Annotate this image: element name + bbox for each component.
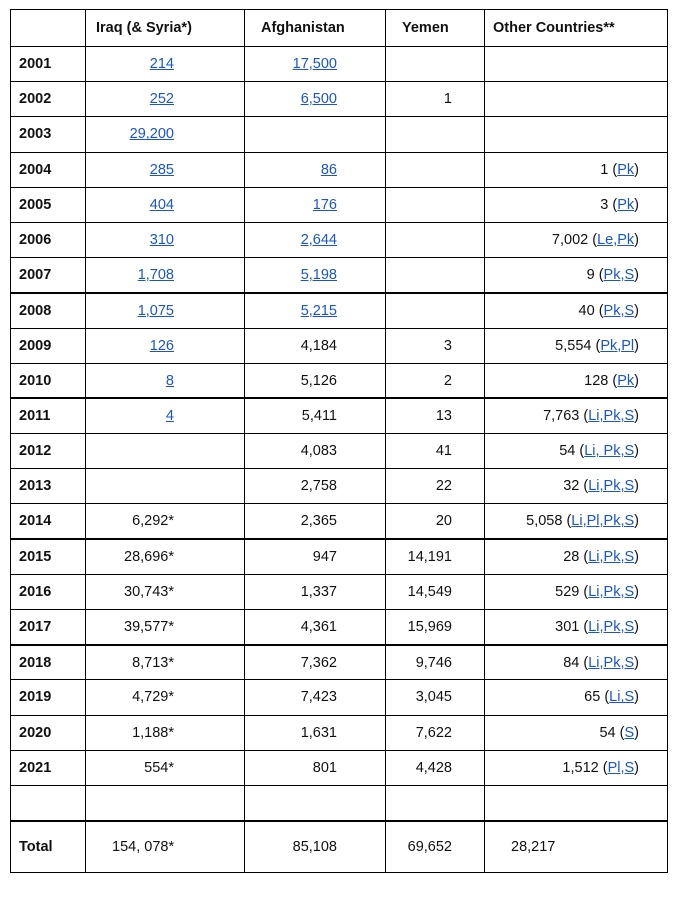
table-row	[11, 539, 668, 574]
other-count: 3	[600, 196, 609, 213]
afghanistan-cell	[245, 152, 386, 187]
iraq-cell	[86, 82, 245, 117]
iraq-cell	[86, 152, 245, 187]
other-count: 1	[600, 161, 609, 178]
yemen-cell: 3	[386, 328, 485, 363]
afghanistan-value: 801	[312, 759, 337, 776]
data-table	[10, 9, 668, 873]
year-cell: 2004	[11, 152, 86, 187]
country-code-link[interactable]: Le,Pk	[597, 232, 635, 249]
afghanistan-cell	[245, 434, 386, 469]
afghanistan-cell	[245, 539, 386, 574]
table-row	[11, 328, 668, 363]
afghanistan-link[interactable]: 176	[312, 196, 337, 213]
year-cell: 2006	[11, 222, 86, 257]
year-cell: 2001	[11, 47, 86, 82]
other-countries-cell: 1 (Pk)	[485, 152, 668, 187]
yemen-cell: 14,549	[386, 574, 485, 609]
iraq-cell	[86, 47, 245, 82]
afghanistan-link[interactable]: 5,198	[300, 266, 337, 283]
afghanistan-value: 1,337	[300, 583, 337, 600]
country-code-link[interactable]: S	[624, 724, 635, 741]
other-count: 7,763	[543, 408, 580, 425]
afghanistan-cell	[245, 117, 386, 152]
yemen-cell: 15,969	[386, 610, 485, 645]
iraq-link[interactable]: 214	[149, 56, 174, 73]
yemen-cell: 3,045	[386, 680, 485, 715]
year-cell: 2017	[11, 610, 86, 645]
afghanistan-cell	[245, 222, 386, 257]
iraq-link[interactable]: 4	[165, 408, 174, 425]
header-cell-iraq: Iraq (& Syria*)	[86, 10, 245, 47]
yemen-cell: 2	[386, 363, 485, 398]
yemen-cell	[386, 785, 485, 820]
iraq-value: 4,729*	[132, 689, 174, 706]
table-row	[11, 645, 668, 680]
year-cell	[11, 785, 86, 820]
year-cell: 2007	[11, 258, 86, 293]
other-countries-cell: 9 (Pk,S)	[485, 258, 668, 293]
other-count: 54	[599, 724, 616, 741]
yemen-cell: 9,746	[386, 645, 485, 680]
yemen-cell: 7,622	[386, 715, 485, 750]
afghanistan-value: 947	[312, 548, 337, 565]
other-count: 301	[555, 618, 580, 635]
yemen-cell: 14,191	[386, 539, 485, 574]
afghanistan-cell	[245, 680, 386, 715]
afghanistan-value: 5,126	[300, 372, 337, 389]
yemen-cell	[386, 222, 485, 257]
country-code-link[interactable]: Pk	[617, 196, 635, 213]
country-code-link[interactable]: Pk	[617, 161, 635, 178]
header-cell-yemen: Yemen	[386, 10, 485, 47]
iraq-cell	[86, 293, 245, 328]
yemen-cell	[386, 47, 485, 82]
afghanistan-value: 4,184	[300, 337, 337, 354]
other-countries-cell: 65 (Li,S)	[485, 680, 668, 715]
country-code-link[interactable]: Li,Pk,S	[588, 408, 635, 425]
iraq-cell	[86, 610, 245, 645]
afghanistan-cell	[245, 328, 386, 363]
iraq-cell	[86, 363, 245, 398]
afghanistan-cell	[245, 258, 386, 293]
yemen-cell: 13	[386, 398, 485, 433]
afghanistan-cell	[245, 610, 386, 645]
year-cell: 2008	[11, 293, 86, 328]
afghanistan-link[interactable]: 86	[320, 161, 337, 178]
yemen-cell	[386, 152, 485, 187]
afghanistan-value: 2,365	[300, 513, 337, 530]
afghanistan-cell	[245, 293, 386, 328]
iraq-value: 30,743*	[124, 583, 174, 600]
other-count: 28	[563, 548, 580, 565]
other-countries-cell: 5,554 (Pk,Pl)	[485, 328, 668, 363]
header-row	[11, 10, 668, 47]
country-code-link[interactable]: Li, Pk,S	[584, 443, 635, 460]
iraq-value: 8,713*	[132, 654, 174, 671]
afghanistan-value: 5,411	[301, 408, 337, 425]
year-cell: 2015	[11, 539, 86, 574]
table-row	[11, 469, 668, 504]
iraq-cell	[86, 222, 245, 257]
yemen-cell: 20	[386, 504, 485, 539]
iraq-cell	[86, 750, 245, 785]
total-label: Total	[11, 821, 86, 873]
table-row	[11, 258, 668, 293]
other-count: 40	[578, 302, 595, 319]
country-code-link[interactable]: Li,S	[609, 689, 635, 706]
country-code-link[interactable]: Pk,S	[603, 302, 635, 319]
afghanistan-cell	[245, 715, 386, 750]
other-count: 5,058	[526, 513, 563, 530]
afghanistan-link[interactable]: 6,500	[300, 91, 337, 108]
iraq-cell	[86, 258, 245, 293]
table-row	[11, 363, 668, 398]
table-row	[11, 117, 668, 152]
iraq-value: 1,188*	[132, 724, 174, 741]
iraq-cell	[86, 680, 245, 715]
country-code-link[interactable]: Li,Pk,S	[588, 618, 635, 635]
iraq-cell	[86, 574, 245, 609]
table-row	[11, 398, 668, 433]
year-cell: 2002	[11, 82, 86, 117]
header-cell-afghanistan: Afghanistan	[245, 10, 386, 47]
table-row	[11, 504, 668, 539]
afghanistan-cell	[245, 363, 386, 398]
other-count: 128	[584, 372, 609, 389]
afghanistan-cell	[245, 504, 386, 539]
country-code-link[interactable]: Pk	[617, 372, 635, 389]
iraq-cell	[86, 398, 245, 433]
iraq-link[interactable]: 8	[165, 372, 174, 389]
iraq-link[interactable]: 1,708	[137, 266, 174, 283]
iraq-cell	[86, 469, 245, 504]
iraq-value: 6,292*	[132, 513, 174, 530]
yemen-cell: 22	[386, 469, 485, 504]
year-cell: 2019	[11, 680, 86, 715]
country-code-link[interactable]: Li,Pl,Pk,S	[571, 513, 635, 530]
year-cell: 2018	[11, 645, 86, 680]
total-row	[11, 821, 668, 873]
year-cell: 2012	[11, 434, 86, 469]
year-cell: 2020	[11, 715, 86, 750]
iraq-link[interactable]: 29,200	[129, 126, 174, 143]
table-row	[11, 680, 668, 715]
other-countries-cell: 529 (Li,Pk,S)	[485, 574, 668, 609]
other-countries-cell	[485, 785, 668, 820]
iraq-link[interactable]: 126	[149, 337, 174, 354]
afghanistan-value: 2,758	[300, 478, 337, 495]
afghanistan-cell	[245, 187, 386, 222]
other-countries-cell: 3 (Pk)	[485, 187, 668, 222]
country-code-link[interactable]: Pl,S	[607, 759, 635, 776]
other-count: 7,002	[551, 232, 589, 249]
table-row	[11, 715, 668, 750]
yemen-cell: 1	[386, 82, 485, 117]
year-cell: 2003	[11, 117, 86, 152]
year-cell: 2005	[11, 187, 86, 222]
afghanistan-value: 1,631	[300, 724, 337, 741]
other-count: 84	[563, 654, 580, 671]
afghanistan-cell	[245, 750, 386, 785]
afghanistan-link[interactable]: 5,215	[300, 302, 337, 319]
iraq-value: 554*	[144, 759, 174, 776]
year-cell: 2016	[11, 574, 86, 609]
country-code-link[interactable]: Pk,Pl	[600, 337, 635, 354]
table-body	[11, 47, 668, 821]
table-row	[11, 187, 668, 222]
yemen-cell	[386, 258, 485, 293]
other-countries-cell: 128 (Pk)	[485, 363, 668, 398]
iraq-cell	[86, 504, 245, 539]
table-row	[11, 222, 668, 257]
other-countries-cell: 28 (Li,Pk,S)	[485, 539, 668, 574]
other-countries-cell	[485, 117, 668, 152]
other-countries-cell: 5,058 (Li,Pl,Pk,S)	[485, 504, 668, 539]
other-countries-cell: 7,002 (Le,Pk)	[485, 222, 668, 257]
afghanistan-cell	[245, 645, 386, 680]
afghanistan-cell	[245, 469, 386, 504]
other-countries-cell: 40 (Pk,S)	[485, 293, 668, 328]
yemen-cell: 41	[386, 434, 485, 469]
year-cell: 2009	[11, 328, 86, 363]
year-cell: 2010	[11, 363, 86, 398]
table-row	[11, 47, 668, 82]
iraq-value: 28,696*	[124, 548, 174, 565]
other-countries-cell: 54 (S)	[485, 715, 668, 750]
afghanistan-link[interactable]: 2,644	[300, 232, 337, 249]
afghanistan-value: 7,362	[300, 654, 337, 671]
afghanistan-cell	[245, 82, 386, 117]
other-countries-cell: 301 (Li,Pk,S)	[485, 610, 668, 645]
other-countries-cell: 7,763 (Li,Pk,S)	[485, 398, 668, 433]
total-iraq: 154, 078*	[86, 821, 245, 873]
other-count: 32	[563, 478, 580, 495]
iraq-link[interactable]: 404	[149, 196, 174, 213]
table-row	[11, 785, 668, 820]
other-countries-cell: 32 (Li,Pk,S)	[485, 469, 668, 504]
country-code-link[interactable]: Li,Pk,S	[588, 583, 635, 600]
afghanistan-cell	[245, 398, 386, 433]
other-count: 529	[555, 583, 580, 600]
table-row	[11, 574, 668, 609]
other-count: 1,512	[562, 759, 599, 776]
iraq-cell	[86, 715, 245, 750]
year-cell: 2011	[11, 398, 86, 433]
other-countries-cell: 1,512 (Pl,S)	[485, 750, 668, 785]
country-code-link[interactable]: Li,Pk,S	[588, 654, 635, 671]
iraq-cell	[86, 328, 245, 363]
year-cell: 2014	[11, 504, 86, 539]
iraq-value: 39,577*	[124, 618, 174, 635]
iraq-cell	[86, 434, 245, 469]
afghanistan-value: 7,423	[300, 689, 337, 706]
country-code-link[interactable]: Li,Pk,S	[588, 548, 635, 565]
afghanistan-cell	[245, 785, 386, 820]
total-yemen: 69,652	[386, 821, 485, 873]
other-countries-cell: 54 (Li, Pk,S)	[485, 434, 668, 469]
country-code-link[interactable]: Li,Pk,S	[588, 478, 635, 495]
iraq-link[interactable]: 1,075	[137, 302, 174, 319]
other-countries-cell	[485, 47, 668, 82]
year-cell: 2021	[11, 750, 86, 785]
iraq-cell	[86, 785, 245, 820]
other-countries-cell: 84 (Li,Pk,S)	[485, 645, 668, 680]
yemen-cell	[386, 293, 485, 328]
table-row	[11, 434, 668, 469]
afghanistan-value: 4,361	[300, 618, 337, 635]
afghanistan-cell	[245, 574, 386, 609]
other-count: 54	[559, 443, 576, 460]
iraq-link[interactable]: 252	[149, 91, 174, 108]
header-cell-blank	[11, 10, 86, 47]
yemen-cell	[386, 117, 485, 152]
other-count: 65	[584, 689, 601, 706]
other-countries-cell	[485, 82, 668, 117]
afghanistan-cell	[245, 47, 386, 82]
yemen-cell: 4,428	[386, 750, 485, 785]
header-cell-other-countries: Other Countries**	[485, 10, 668, 47]
iraq-cell	[86, 187, 245, 222]
afghanistan-value: 4,083	[300, 443, 337, 460]
table-row	[11, 293, 668, 328]
iraq-link[interactable]: 310	[149, 232, 174, 249]
table-row	[11, 750, 668, 785]
table-row	[11, 82, 668, 117]
afghanistan-link[interactable]: 17,500	[292, 56, 337, 73]
iraq-cell	[86, 117, 245, 152]
country-code-link[interactable]: Pk,S	[603, 266, 635, 283]
other-count: 5,554	[555, 337, 592, 354]
table-row	[11, 610, 668, 645]
year-cell: 2013	[11, 469, 86, 504]
total-afghanistan: 85,108	[245, 821, 386, 873]
iraq-cell	[86, 539, 245, 574]
iraq-cell	[86, 645, 245, 680]
other-count: 9	[586, 266, 595, 283]
table-row	[11, 152, 668, 187]
iraq-link[interactable]: 285	[149, 161, 174, 178]
yemen-cell	[386, 187, 485, 222]
total-other: 28,217	[485, 821, 668, 873]
